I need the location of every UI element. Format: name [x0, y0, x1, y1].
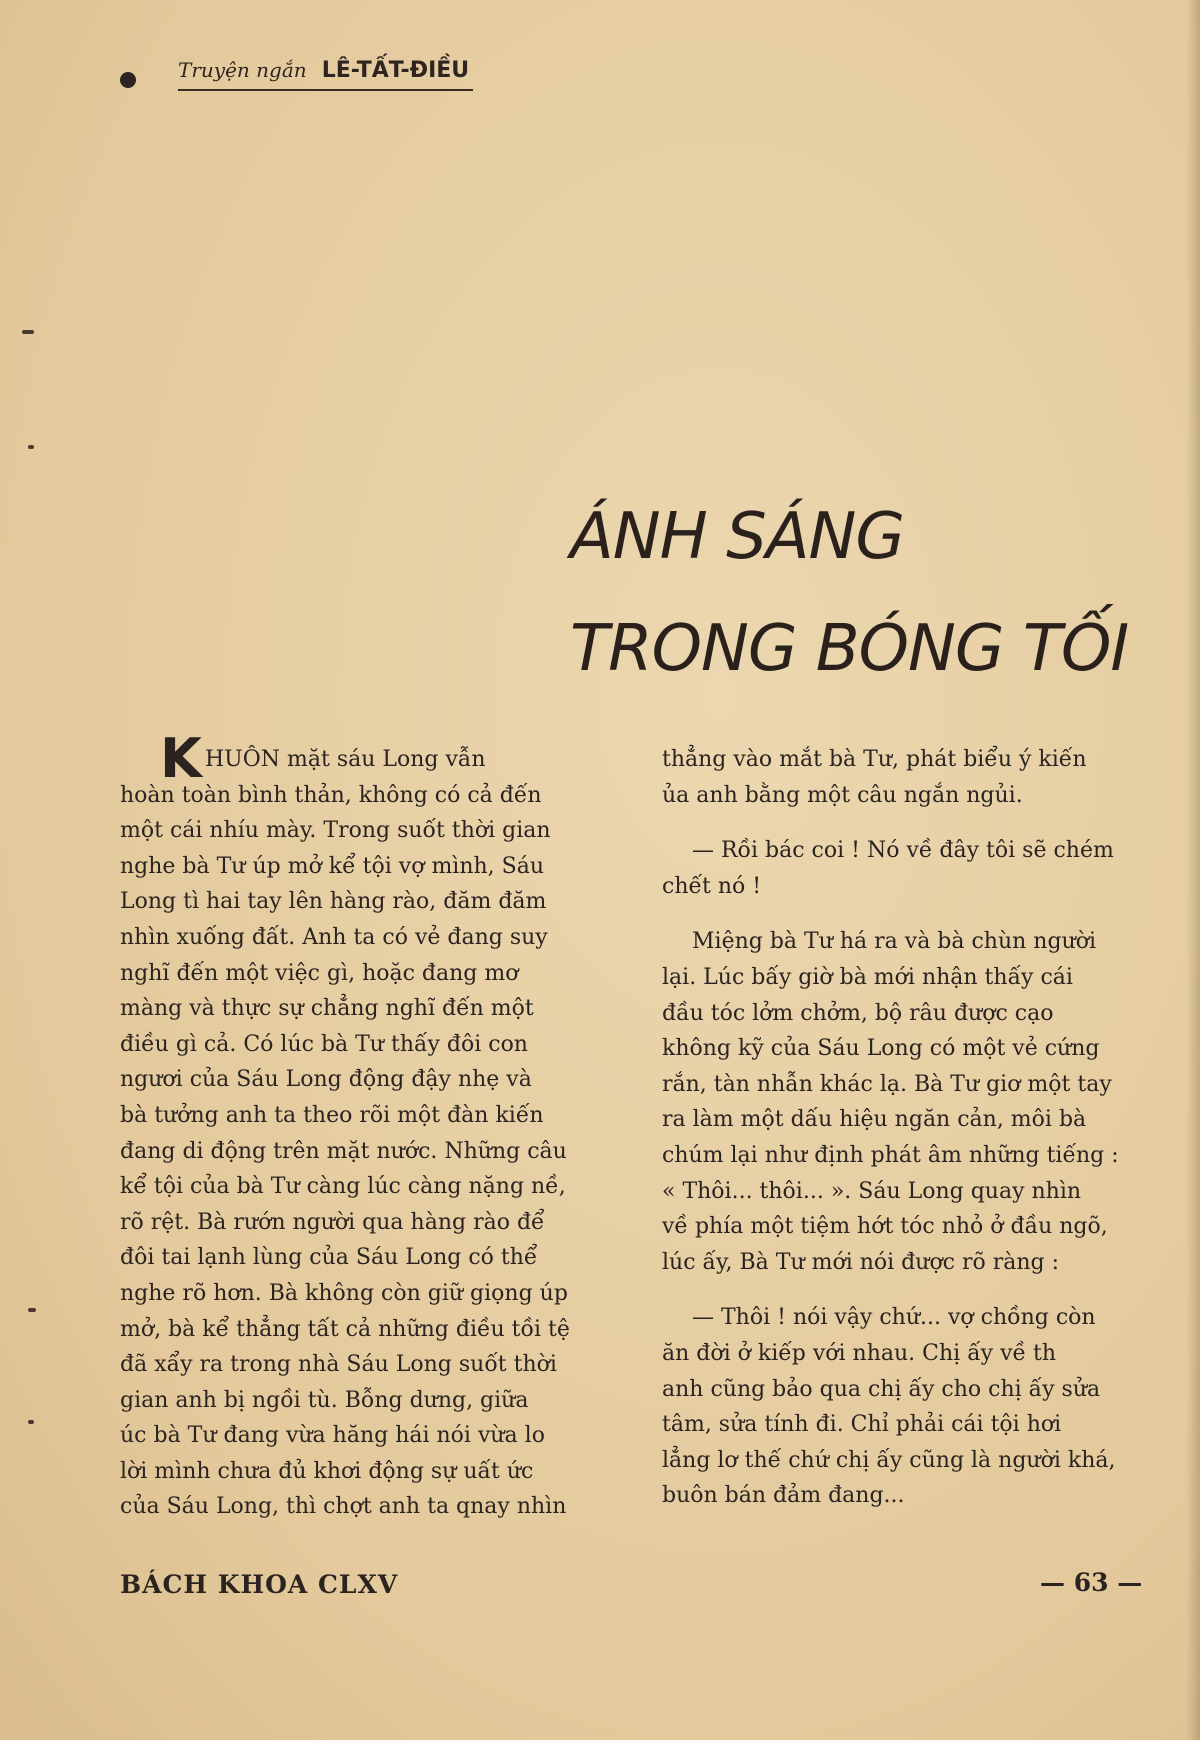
story-title-line-2: TRONG BÓNG TỐI: [570, 612, 1129, 686]
text-line: ra làm một dấu hiệu ngăn cản, môi bà: [662, 1107, 1087, 1133]
text-line: không kỹ của Sáu Long có một vẻ cứng: [662, 1036, 1100, 1062]
right-column: [662, 742, 1162, 1514]
text-line: HUÔN mặt sáu Long vẫn: [205, 747, 486, 772]
margin-mark: [22, 330, 34, 334]
text-line: tâm, sửa tính đi. Chỉ phải cái tội hơi: [662, 1412, 1062, 1438]
text-line: chúm lại như định phát âm những tiếng :: [662, 1142, 1119, 1168]
text-line: một cái nhíu mày. Trong suốt thời gian: [120, 818, 551, 844]
text-line: « Thôi... thôi... ». Sáu Long quay nhìn: [662, 1178, 1082, 1204]
text-line: nhìn xuống đất. Anh ta có vẻ đang suy: [120, 924, 548, 950]
text-line: màng và thực sự chẳng nghĩ đến một: [120, 996, 534, 1022]
paragraph: [662, 833, 1162, 904]
text-line: rắn, tàn nhẫn khác lạ. Bà Tư giơ một tay: [662, 1071, 1112, 1097]
paragraph: [662, 1300, 1162, 1514]
text-line: đã xẩy ra trong nhà Sáu Long suốt thời: [120, 1352, 557, 1378]
text-line: nghe bà Tư úp mở kể tội vợ mình, Sáu: [120, 853, 545, 879]
left-column: [120, 727, 625, 1525]
story-title-line-1: ÁNH SÁNG: [570, 500, 904, 574]
text-line: lời mình chưa đủ khơi động sự uất ức: [120, 1458, 534, 1484]
text-line: chết nó !: [662, 873, 762, 899]
text-line: đầu tóc lởm chởm, bộ râu được cạo: [662, 1000, 1054, 1026]
text-line: ngươi của Sáu Long động đậy nhẹ và: [120, 1067, 532, 1093]
text-line: ủa anh bằng một câu ngắn ngủi.: [662, 782, 1023, 808]
text-line: — Thôi ! nói vậy chứ... vợ chồng còn: [692, 1305, 1096, 1331]
page-number: — 63 —: [1040, 1568, 1143, 1597]
text-line: buôn bán đảm đang...: [662, 1483, 905, 1509]
text-line: lẳng lơ thế chứ chị ấy cũng là người khá,: [662, 1447, 1116, 1473]
drop-cap: K: [160, 727, 202, 790]
text-line: Long tì hai tay lên hàng rào, đăm đăm: [120, 889, 547, 915]
text-line: úc bà Tư đang vừa hăng hái nói vừa lo: [120, 1423, 545, 1449]
margin-mark: [28, 1308, 36, 1312]
paragraph: [662, 924, 1162, 1280]
text-line: nghĩ đến một việc gì, hoặc đang mơ: [120, 960, 519, 986]
text-line: ăn đời ở kiếp với nhau. Chị ấy về th: [662, 1340, 1057, 1366]
text-line: về phía một tiệm hớt tóc nhỏ ở đầu ngõ,: [662, 1214, 1108, 1240]
text-line: lúc ấy, Bà Tư mới nói được rõ ràng :: [662, 1249, 1060, 1275]
margin-mark: [28, 445, 34, 449]
text-line: anh cũng bảo qua chị ấy cho chị ấy sửa: [662, 1376, 1101, 1402]
text-line: điều gì cả. Có lúc bà Tư thấy đôi con: [120, 1031, 528, 1057]
text-line: lại. Lúc bấy giờ bà mới nhận thấy cái: [662, 964, 1073, 990]
author-name: LÊ-TẤT-ĐIỀU: [321, 58, 470, 83]
text-line: gian anh bị ngồi tù. Bỗng dưng, giữa: [120, 1387, 529, 1413]
text-line: nghe rõ hơn. Bà không còn giữ giọng úp: [120, 1280, 568, 1306]
text-line: hoàn toàn bình thản, không có cả đến: [120, 782, 542, 808]
text-line: rõ rệt. Bà rướn người qua hàng rào để: [120, 1209, 545, 1235]
margin-mark: [28, 1420, 34, 1424]
byline: [178, 58, 473, 91]
text-line: kể tội của bà Tư càng lúc càng nặng nề,: [120, 1174, 566, 1200]
text-line: — Rồi bác coi ! Nó về đây tôi sẽ chém: [692, 838, 1114, 864]
genre-label: Truyện ngắn: [178, 58, 307, 82]
left-column-text: [120, 742, 625, 1525]
text-line: đôi tai lạnh lùng của Sáu Long có thể: [120, 1245, 538, 1271]
text-line: của Sáu Long, thì chợt anh ta qnay nhìn: [120, 1494, 567, 1520]
text-line: mở, bà kể thẳng tất cả những điều tồi tệ: [120, 1316, 570, 1342]
bullet-dot: [120, 72, 136, 88]
text-line: thẳng vào mắt bà Tư, phát biểu ý kiến: [662, 747, 1087, 772]
text-line: đang di động trên mặt nước. Những câu: [120, 1138, 567, 1164]
text-line: bà tưởng anh ta theo rõi một đàn kiến: [120, 1102, 544, 1128]
magazine-name: BÁCH KHOA CLXV: [120, 1570, 399, 1599]
text-line: Miệng bà Tư há ra và bà chùn người: [692, 929, 1097, 955]
paragraph: [662, 742, 1162, 813]
